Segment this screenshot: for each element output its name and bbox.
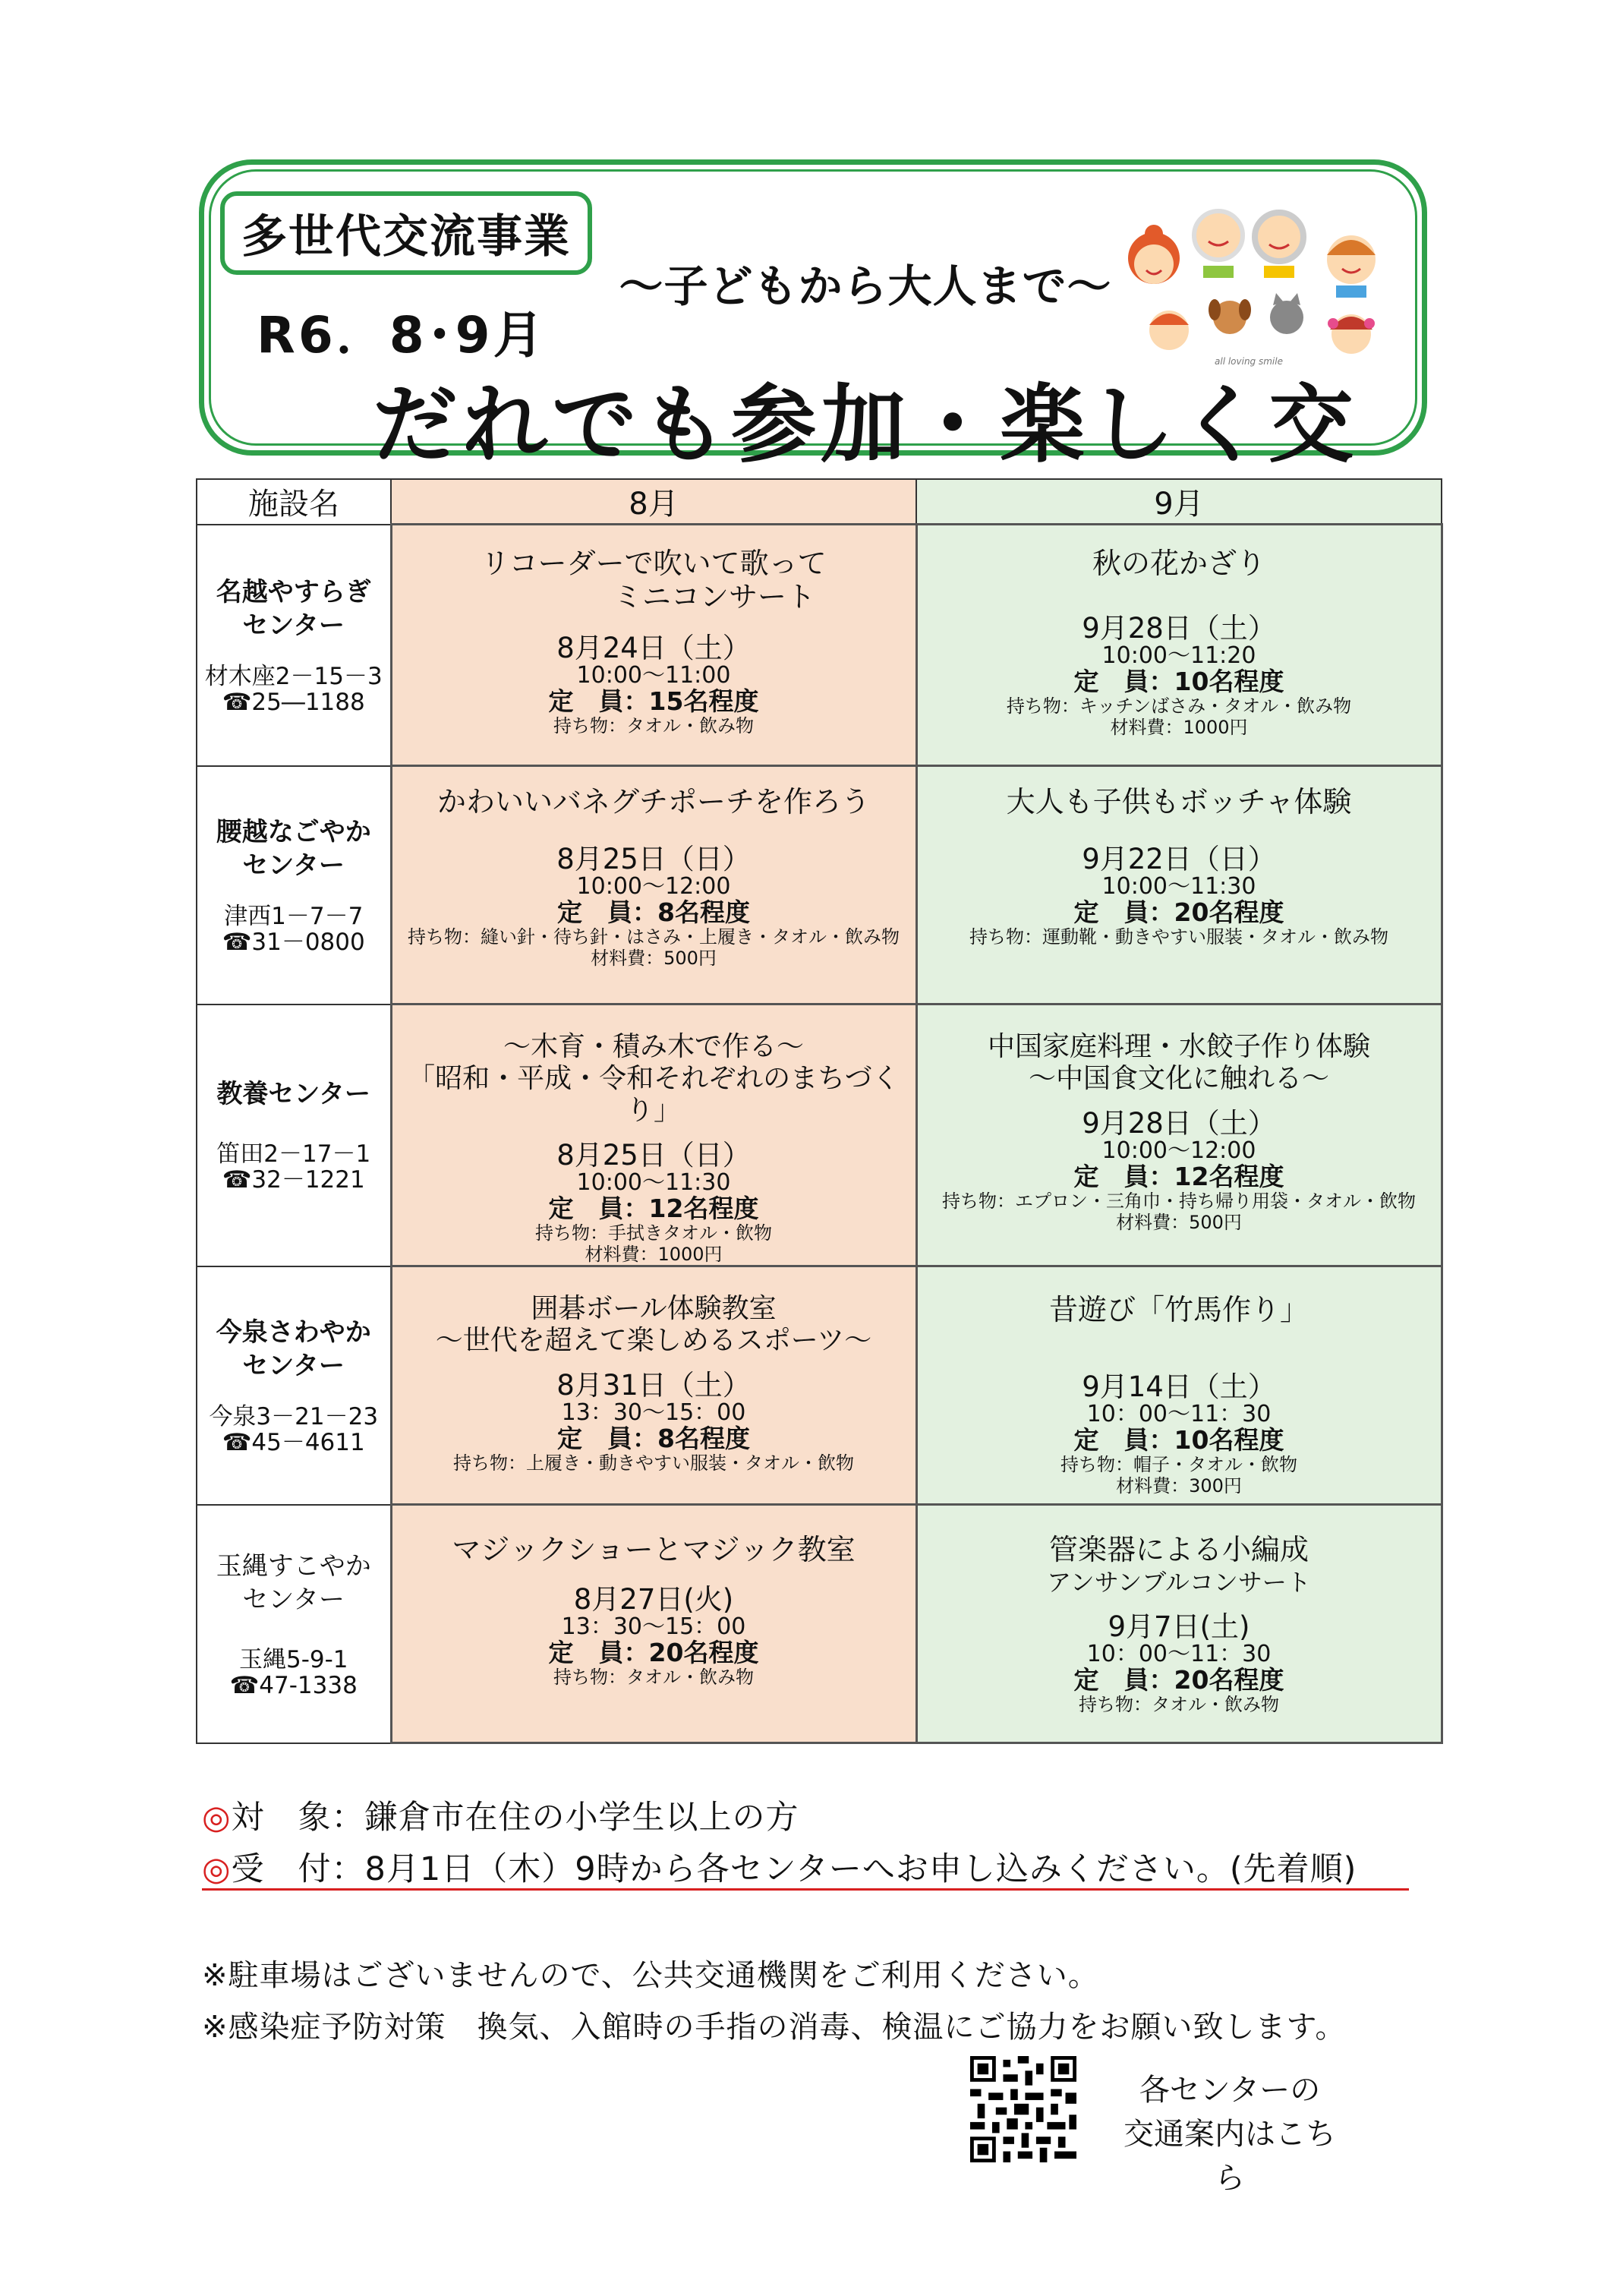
august-event-cell	[391, 1004, 916, 1266]
event-items: 持ち物：エプロン・三角巾・持ち帰り用袋・タオル・飲物	[942, 1191, 1416, 1212]
event-capacity: 定 員：8名程度	[557, 897, 750, 927]
event-items: 持ち物：タオル・飲み物	[553, 1667, 754, 1688]
event-date: 8月25日（日）	[556, 1139, 751, 1172]
header-september: 9月	[916, 479, 1442, 525]
september-event-cell	[916, 1505, 1442, 1743]
event-subtitle: ～世代を超えて楽しめるスポーツ～	[435, 1325, 872, 1356]
facility-name-suffix: センター	[242, 850, 345, 881]
event-items: 持ち物：キッチンばさみ・タオル・飲み物	[1006, 695, 1352, 717]
event-time: 10：00～11：30	[1086, 1641, 1272, 1667]
facility-name-suffix: センター	[242, 610, 345, 641]
facility-address: 今泉3－21－23	[209, 1402, 379, 1430]
event-title: ～木育・積み木で作る～	[503, 1031, 804, 1062]
cat-face-icon	[1270, 293, 1303, 334]
event-title: 囲碁ボール体験教室	[531, 1293, 777, 1324]
girl-face-icon	[1328, 314, 1375, 354]
event-date: 8月31日（土）	[556, 1369, 751, 1402]
september-event-cell	[916, 1266, 1442, 1505]
event-capacity: 定 員：10名程度	[1073, 1425, 1284, 1455]
facility-cell	[197, 1505, 391, 1743]
main-title: だれでも参加・楽しく交	[373, 376, 1358, 475]
qr-code-icon[interactable]	[970, 2056, 1076, 2162]
facility-address: 津西1－7－7	[224, 902, 364, 930]
event-time: 10:00～11:00	[576, 662, 731, 689]
old-man-face-icon	[1194, 211, 1243, 278]
event-title: 大人も子供もボッチャ体験	[1006, 785, 1352, 818]
qr-label-line1: 各センターの	[1139, 2073, 1321, 2108]
qr-label-line2: 交通案内はこちら	[1123, 2117, 1336, 2196]
event-time: 10:00～11:30	[1101, 873, 1256, 900]
facility-phone: ☎25―1188	[222, 688, 365, 716]
qr-label	[1116, 2068, 1344, 2200]
facility-name-suffix: センター	[242, 1350, 345, 1381]
event-title: 中国家庭料理・水餃子作り体験	[987, 1031, 1370, 1062]
event-time: 10：00～11：30	[1086, 1401, 1272, 1427]
period-title: R6．8･9月	[257, 306, 547, 364]
table-row	[197, 525, 1442, 766]
facility-cell	[197, 1004, 391, 1266]
event-time: 10:00～11:30	[576, 1169, 731, 1196]
dog-face-icon	[1209, 299, 1251, 334]
event-title: かわいいバネグチポーチを作ろう	[436, 785, 870, 818]
table-row	[197, 1266, 1442, 1505]
event-time: 10:00～11:20	[1101, 642, 1256, 669]
event-capacity: 定 員：15名程度	[548, 686, 759, 716]
illustration-caption: all loving smile	[1215, 356, 1283, 367]
event-title: リコーダーで吹いて歌って	[481, 547, 827, 580]
event-title: マジックショーとマジック教室	[452, 1533, 856, 1566]
event-time: 10:00～12:00	[576, 873, 731, 900]
reception-text: 受 付：8月1日（木）9時から各センターへお申し込みください。(先着順)	[231, 1850, 1357, 1888]
double-circle-icon: ◎	[202, 1799, 232, 1837]
event-subtitle: アンサンブルコンサート	[1047, 1568, 1311, 1597]
event-subtitle: 「昭和・平成・令和それぞれのまちづくり」	[408, 1063, 900, 1126]
august-event-cell	[391, 1505, 916, 1743]
event-title: 秋の花かざり	[1092, 547, 1265, 580]
event-date: 9月14日（土）	[1082, 1370, 1276, 1403]
august-event-cell	[391, 766, 916, 1004]
event-capacity: 定 員：20名程度	[1073, 897, 1284, 927]
double-circle-icon: ◎	[202, 1850, 232, 1888]
event-fee: 材料費：300円	[1116, 1475, 1242, 1496]
subtitle: ～子どもから大人まで～	[619, 260, 1112, 312]
reception-info	[202, 1843, 1357, 1890]
august-event-cell	[391, 525, 916, 766]
event-subtitle: ミニコンサート	[613, 580, 815, 613]
event-fee: 材料費：1000円	[1110, 717, 1248, 738]
event-title: 管楽器による小編成	[1048, 1533, 1309, 1566]
man-face-icon	[1327, 235, 1376, 298]
event-title: 昔遊び「竹馬作り」	[1048, 1293, 1309, 1326]
red-underline	[202, 1888, 1409, 1891]
event-fee: 材料費：500円	[591, 948, 717, 969]
old-woman-face-icon	[1255, 213, 1303, 278]
boy-face-icon	[1149, 311, 1189, 350]
facility-phone: ☎32－1221	[222, 1166, 365, 1194]
event-time: 10:00～12:00	[1101, 1137, 1256, 1164]
facility-name: 教養センター	[216, 1079, 371, 1109]
event-items: 持ち物：タオル・飲み物	[553, 715, 754, 736]
event-items: 持ち物：運動靴・動きやすい服装・タオル・飲み物	[969, 926, 1388, 948]
target-info	[202, 1792, 799, 1838]
family-faces-illustration	[1123, 190, 1412, 380]
facility-name: 今泉さわやか	[216, 1317, 371, 1348]
facility-name: 名越やすらぎ	[216, 576, 371, 607]
facility-address: 笛田2－17－1	[216, 1140, 371, 1168]
event-capacity: 定 員：10名程度	[1073, 667, 1284, 696]
september-event-cell	[916, 1004, 1442, 1266]
facility-name-suffix: センター	[242, 1584, 345, 1615]
event-date: 8月25日（日）	[556, 843, 751, 875]
table-row	[197, 766, 1442, 1004]
event-time: 13：30～15：00	[561, 1613, 746, 1640]
facility-name: 玉縄すこやか	[216, 1550, 371, 1582]
facility-phone: ☎47-1338	[229, 1671, 358, 1699]
event-capacity: 定 員：20名程度	[1073, 1665, 1284, 1695]
facility-name: 腰越なごやか	[216, 816, 371, 847]
event-fee: 材料費：500円	[1116, 1212, 1242, 1233]
woman-face-icon	[1128, 225, 1180, 284]
facility-phone: ☎45－4611	[222, 1428, 365, 1456]
target-text: 対 象：鎌倉市在住の小学生以上の方	[231, 1799, 799, 1837]
september-event-cell	[916, 525, 1442, 766]
event-date: 8月24日（土）	[556, 632, 751, 664]
event-capacity: 定 員：12名程度	[548, 1194, 759, 1223]
event-date: 9月22日（日）	[1082, 843, 1276, 875]
august-event-cell	[391, 1266, 916, 1505]
facility-cell	[197, 525, 391, 766]
event-subtitle: ～中国食文化に触れる～	[1028, 1063, 1329, 1094]
event-date: 9月7日(土)	[1108, 1610, 1250, 1643]
event-fee: 材料費：1000円	[585, 1244, 723, 1265]
infection-note: ※感染症予防対策 換気、入館時の手指の消毒、検温にご協力をお願い致します。	[202, 2010, 1347, 2045]
program-badge: 多世代交流事業	[220, 191, 592, 275]
event-items: 持ち物：帽子・タオル・飲物	[1060, 1454, 1297, 1475]
header-facility: 施設名	[197, 479, 391, 525]
facility-phone: ☎31－0800	[222, 928, 365, 956]
event-items: 持ち物：手拭きタオル・飲物	[535, 1222, 772, 1244]
header-august: 8月	[391, 479, 916, 525]
event-capacity: 定 員：8名程度	[557, 1424, 750, 1453]
event-date: 9月28日（土）	[1082, 1107, 1276, 1140]
facility-address: 玉縄5-9-1	[238, 1645, 348, 1673]
table-header-row	[197, 479, 1442, 525]
event-items: 持ち物：タオル・飲み物	[1079, 1694, 1279, 1715]
event-date: 8月27日(火)	[573, 1583, 734, 1616]
event-date: 9月28日（土）	[1082, 612, 1276, 645]
facility-address: 材木座2－15－3	[204, 662, 383, 690]
facility-cell	[197, 766, 391, 1004]
parking-note: ※駐車場はございませんので、公共交通機関をご利用ください。	[202, 1958, 1099, 1993]
event-capacity: 定 員：12名程度	[1073, 1162, 1284, 1191]
table-row	[197, 1004, 1442, 1266]
facility-cell	[197, 1266, 391, 1505]
september-event-cell	[916, 766, 1442, 1004]
schedule-table	[196, 478, 1443, 1744]
event-items: 持ち物：上履き・動きやすい服装・タオル・飲物	[453, 1452, 854, 1474]
event-time: 13：30～15：00	[561, 1399, 746, 1426]
table-row	[197, 1505, 1442, 1743]
event-capacity: 定 員：20名程度	[548, 1638, 759, 1667]
event-items: 持ち物：縫い針・待ち針・はさみ・上履き・タオル・飲み物	[408, 926, 900, 948]
